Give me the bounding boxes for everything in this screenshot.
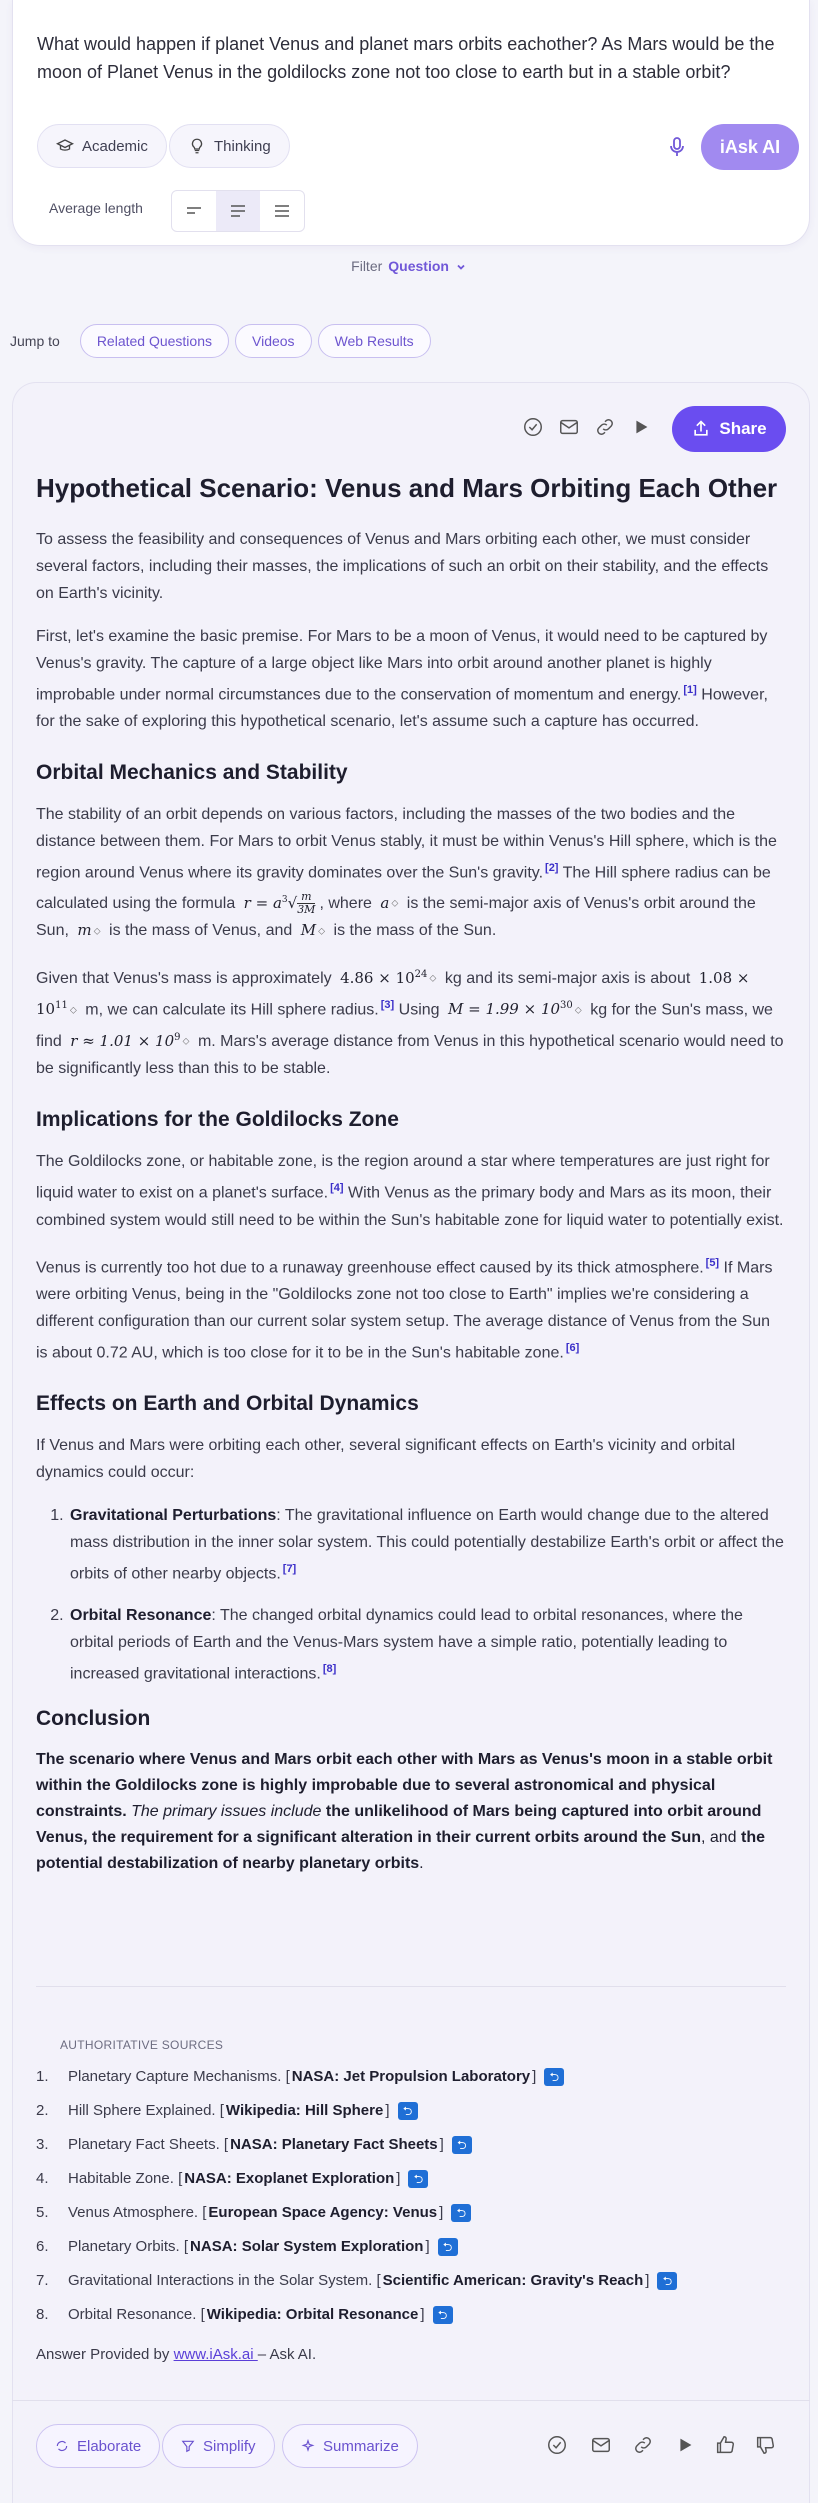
hill-radius-base: r ≈ 1.01 × 10 xyxy=(70,1031,175,1050)
source-title: Planetary Orbits. [ xyxy=(68,2238,189,2255)
answer-content xyxy=(36,470,786,1877)
conclusion-text-f: . xyxy=(419,1855,424,1873)
source-title: Venus Atmosphere. [ xyxy=(68,2204,207,2221)
hill-radius-value: $r \approx 1.01 \times 10^9$ ⬦ xyxy=(70,1031,190,1050)
axis-base: 1.08 × 10 xyxy=(36,968,750,1019)
source-name[interactable]: NASA: Planetary Fact Sheets xyxy=(230,2136,438,2153)
var-a: a ⬦ xyxy=(380,893,399,912)
microphone-icon[interactable] xyxy=(665,135,689,159)
sources-label: AUTHORITATIVE SOURCES xyxy=(60,2038,224,2052)
jump-related-questions[interactable]: Related Questions xyxy=(80,324,229,358)
sources-divider xyxy=(36,1986,786,1987)
conclusion-paragraph xyxy=(36,1747,786,1877)
source-num: 6. xyxy=(36,2238,49,2255)
goldilocks-paragraph-2 xyxy=(36,1250,786,1367)
share-label: Share xyxy=(719,419,767,438)
jump-to-label: Jump to xyxy=(10,333,60,349)
lightbulb-icon xyxy=(188,137,206,155)
source-name[interactable]: European Space Agency: Venus xyxy=(208,2204,438,2221)
jump-web-results[interactable]: Web Results xyxy=(318,324,431,358)
play-icon[interactable] xyxy=(674,2434,696,2456)
source-name[interactable]: NASA: Solar System Exploration xyxy=(190,2238,424,2255)
list-item xyxy=(68,1602,786,1687)
length-average-option[interactable] xyxy=(216,191,260,231)
orbital-mechanics-paragraph-1 xyxy=(36,801,786,944)
answer-title: Hypothetical Scenario: Venus and Mars Orbiting Each Other xyxy=(36,473,778,503)
filter-value[interactable]: Question xyxy=(388,258,449,274)
source-title: Hill Sphere Explained. [ xyxy=(68,2102,224,2119)
venus-mass-base: 4.86 × 10 xyxy=(340,968,415,987)
var-a-text: a xyxy=(380,893,390,912)
source-title: Gravitational Interactions in the Solar System. [ xyxy=(68,2272,381,2289)
length-long-option[interactable] xyxy=(260,191,304,231)
list-item xyxy=(36,2162,786,2196)
goldilocks-heading: Implications for the Goldilocks Zone xyxy=(36,1108,399,1132)
formula-den: 3M xyxy=(297,903,316,917)
filter-bar[interactable] xyxy=(0,258,818,274)
list-item xyxy=(68,1502,786,1587)
effects-intro: If Venus and Mars were orbiting each other, several significant effects on Earth's vicinity and orbital dynamics could occur: xyxy=(36,1437,736,1482)
effect-text: : The gravitational influence on Earth would change due to the altered mass distribution in the inner solar system. This could potentially destabilize Earth's orbit or affect the orbits of other nearby objects. xyxy=(70,1507,784,1583)
citation-4[interactable]: [4] xyxy=(330,1182,344,1195)
iask-link[interactable]: www.iAsk.ai xyxy=(173,2346,258,2363)
mass-text-f: m. Mars's average distance from Venus in this hypothetical scenario would need to be significantly less than this to be stable. xyxy=(36,1032,784,1078)
sun-mass-base: M = 1.99 × 10 xyxy=(447,1000,561,1019)
length-selector xyxy=(171,190,305,232)
simplify-label: Simplify xyxy=(203,2437,256,2455)
thumbs-up-icon[interactable] xyxy=(714,2434,736,2456)
effect-title: Gravitational Perturbations xyxy=(70,1507,277,1525)
orbital-text-b: The Hill sphere radius can be calculated using the formula xyxy=(36,864,771,912)
source-num: 8. xyxy=(36,2306,49,2323)
orbital-text-e: is the mass of Venus, and xyxy=(104,922,297,940)
goldilocks-text-b: With Venus as the primary body and Mars as its moon, their combined system would still need to be within the Sun's habitable zone for liquid water to potentially exist. xyxy=(36,1184,784,1229)
sparkle-icon xyxy=(301,2439,315,2453)
orbital-mechanics-paragraph-2 xyxy=(36,961,786,1083)
source-name[interactable]: NASA: Jet Propulsion Laboratory xyxy=(291,2068,531,2085)
mass-text-b: kg and its semi-major axis is about xyxy=(440,969,695,987)
formula-root: 3 xyxy=(281,894,288,905)
sun-mass-value: $M = 1.99 \times 10^{30}$ ⬦ xyxy=(447,1000,582,1019)
sources-list xyxy=(36,2060,786,2332)
source-end: ] xyxy=(645,2272,650,2289)
summarize-button[interactable] xyxy=(282,2424,418,2468)
return-link-icon[interactable]: ⮌ xyxy=(398,2102,418,2120)
source-end: ] xyxy=(420,2306,425,2323)
elaborate-button[interactable] xyxy=(36,2424,160,2468)
filter-icon xyxy=(181,2439,195,2453)
premise-text-2: However, for the sake of exploring this hypothetical scenario, let's assume such a capture has occurred. xyxy=(36,686,768,731)
return-link-icon[interactable]: ⮌ xyxy=(408,2170,428,2188)
orbital-mechanics-heading: Orbital Mechanics and Stability xyxy=(36,761,348,785)
return-link-icon[interactable]: ⮌ xyxy=(657,2272,677,2290)
intro-paragraph: To assess the feasibility and consequences of Venus and Mars orbiting each other, we must consider several factors, including their masses, the implications of such an orbit on their stability, and the effects on Earth's vicinity. xyxy=(36,531,769,602)
academic-chip[interactable] xyxy=(37,124,167,168)
conclusion-text-c: the unlikelihood of Mars being captured into orbit around Venus, the requirement for a significant alteration in their current orbits around the Sun xyxy=(36,1803,762,1847)
filter-label: Filter xyxy=(351,258,383,274)
orbital-text-f: is the mass of the Sun. xyxy=(329,922,497,940)
source-name[interactable]: Wikipedia: Orbital Resonance xyxy=(206,2306,419,2323)
citation-1[interactable]: [1] xyxy=(683,684,697,696)
jump-to-bar xyxy=(10,324,431,358)
var-M: M ⬦ xyxy=(300,921,326,940)
elaborate-label: Elaborate xyxy=(77,2437,142,2455)
mass-text-d: Using xyxy=(394,1001,444,1019)
list-item xyxy=(36,2298,786,2332)
return-link-icon[interactable]: ⮌ xyxy=(451,2204,471,2222)
orbital-text-c: , where xyxy=(319,894,377,912)
hill-radius-exp: 9 xyxy=(174,1031,181,1043)
mail-icon[interactable] xyxy=(590,2434,612,2456)
source-name[interactable]: Scientific American: Gravity's Reach xyxy=(382,2272,644,2289)
hill-sphere-formula: $r = a^3√$ $\frac{m}{3M}$ xyxy=(243,890,316,917)
goldilocks-paragraph-1 xyxy=(36,1148,786,1233)
goldilocks-text-c: Venus is currently too hot due to a runaway greenhouse effect caused by its thick atmosphere. xyxy=(36,1259,704,1277)
venus-mass-exp: 24 xyxy=(414,968,428,980)
source-title: Habitable Zone. [ xyxy=(68,2170,183,2187)
conclusion-text-e: the potential destabilization of nearby planetary orbits xyxy=(36,1829,766,1873)
effects-heading: Effects on Earth and Orbital Dynamics xyxy=(36,1392,419,1416)
thumbs-down-icon[interactable] xyxy=(754,2434,776,2456)
venus-mass-value: $4.86 \times 10^{24}$ ⬦ xyxy=(340,968,437,987)
mass-text-a: Given that Venus's mass is approximately xyxy=(36,969,337,987)
query-card xyxy=(12,0,810,246)
citation-8[interactable]: [8] xyxy=(322,1662,337,1675)
return-link-icon[interactable]: ⮌ xyxy=(452,2136,472,2154)
citation-2[interactable]: [2] xyxy=(545,862,559,875)
source-title: Orbital Resonance. [ xyxy=(68,2306,205,2323)
var-m-text: m xyxy=(77,921,92,940)
list-item xyxy=(36,2060,786,2094)
var-M-text: M xyxy=(300,921,317,940)
source-num: 4. xyxy=(36,2170,49,2187)
list-item xyxy=(36,2264,786,2298)
check-circle-icon[interactable] xyxy=(522,416,544,438)
source-num: 3. xyxy=(36,2136,49,2153)
ask-ai-button[interactable]: iAsk AI xyxy=(701,124,799,170)
source-num: 2. xyxy=(36,2102,49,2119)
mass-text-c: m, we can calculate its Hill sphere radius. xyxy=(80,1001,379,1019)
conclusion-text-b: The primary issues include xyxy=(126,1803,322,1821)
effect-text: : The changed orbital dynamics could lead to orbital resonances, where the orbital periods of Earth and the Venus-Mars system have a simple ratio, potentially leading to increased gravitational interactions. xyxy=(70,1606,743,1683)
source-name[interactable]: NASA: Exoplanet Exploration xyxy=(184,2170,395,2187)
source-end: ] xyxy=(439,2136,444,2153)
goldilocks-text-a: The Goldilocks zone, or habitable zone, is the region around a star where temperatures are just right for liquid water to exist on a planet's surface. xyxy=(36,1153,770,1202)
conclusion-heading: Conclusion xyxy=(36,1707,151,1731)
axis-value: $1.08 \times 10^{11}$ ⬦ xyxy=(36,968,750,1019)
goldilocks-text-d: If Mars were orbiting Venus, being in the "Goldilocks zone not too close to Earth" implies we're considering a different configuration than our current solar system setup. The average distance of Venus from the Sun is about 0.72 AU, which is too close for it to be in the Sun's habitable zone. xyxy=(36,1259,773,1362)
return-link-icon[interactable]: ⮌ xyxy=(438,2238,458,2256)
play-icon[interactable] xyxy=(630,416,652,438)
source-end: ] xyxy=(532,2068,537,2085)
jump-videos[interactable]: Videos xyxy=(235,324,312,358)
provided-prefix: Answer Provided by xyxy=(36,2346,174,2363)
thinking-chip[interactable] xyxy=(169,124,290,168)
list-item xyxy=(36,2094,786,2128)
share-button[interactable] xyxy=(672,406,786,452)
effect-title: Orbital Resonance xyxy=(70,1606,212,1624)
list-item xyxy=(36,2196,786,2230)
source-end: ] xyxy=(425,2238,430,2255)
source-num: 1. xyxy=(36,2068,49,2085)
academic-chip-label: Academic xyxy=(82,137,148,155)
source-title: Planetary Fact Sheets. [ xyxy=(68,2136,229,2153)
return-link-icon[interactable]: ⮌ xyxy=(544,2068,564,2086)
orbital-text-a: The stability of an orbit depends on various factors, including the masses of the two bodies and the distance between them. For Mars to orbit Venus stably, it must be within Venus's Hill sphere, which is the region around Venus where its gravity dominates over the Sun's gravity. xyxy=(36,806,777,882)
thinking-chip-label: Thinking xyxy=(214,137,271,155)
provided-suffix: – Ask AI. xyxy=(257,2346,317,2363)
citation-3[interactable]: [3] xyxy=(380,999,395,1012)
mass-text-e: kg for the Sun's mass, we find xyxy=(36,1001,773,1050)
list-item xyxy=(36,2230,786,2264)
link-icon[interactable] xyxy=(632,2434,654,2456)
chevron-down-icon[interactable] xyxy=(455,261,467,273)
source-name[interactable]: Wikipedia: Hill Sphere xyxy=(225,2102,384,2119)
formula-lhs: r = a xyxy=(243,893,282,912)
source-num: 5. xyxy=(36,2204,49,2221)
expand-icon xyxy=(55,2439,69,2453)
return-link-icon[interactable]: ⮌ xyxy=(433,2306,453,2324)
list-item xyxy=(36,2128,786,2162)
var-m: m ⬦ xyxy=(77,921,101,940)
provided-by xyxy=(36,2346,316,2363)
source-num: 7. xyxy=(36,2272,49,2289)
premise-text: First, let's examine the basic premise. For Mars to be a moon of Venus, it would need to be captured by Venus's gravity. The capture of a large object like Mars into orbit around another planet is highly improbable under normal circumstances due to the conservation of momentum and energy. xyxy=(36,628,768,704)
share-icon xyxy=(691,419,711,439)
source-end: ] xyxy=(396,2170,401,2187)
summarize-label: Summarize xyxy=(323,2437,399,2455)
conclusion-text-d: , and xyxy=(700,1829,737,1847)
source-end: ] xyxy=(439,2204,444,2221)
formula-num: m xyxy=(297,891,315,904)
mail-icon[interactable] xyxy=(558,416,580,438)
source-title: Planetary Capture Mechanisms. [ xyxy=(68,2068,290,2085)
axis-exp: 11 xyxy=(55,1000,68,1012)
query-text[interactable]: What would happen if planet Venus and planet mars orbits eachother? As Mars would be the moon of Planet Venus in the goldilocks zone not too close to earth but in a stable orbit? xyxy=(37,34,775,82)
citation-6[interactable]: [6] xyxy=(565,1342,580,1355)
link-icon[interactable] xyxy=(594,416,616,438)
conclusion-text-a: The scenario where Venus and Mars orbit each other with Mars as Venus's moon in a stable orbit within the Goldilocks zone is highly improbable due to several astronomical and physical constraints. xyxy=(36,1751,773,1821)
footer-divider xyxy=(12,2400,810,2401)
check-circle-icon[interactable] xyxy=(546,2434,568,2456)
premise-paragraph xyxy=(36,623,786,735)
orbital-text-d: is the semi-major axis of Venus's orbit around the Sun, xyxy=(36,894,756,940)
sun-mass-exp: 30 xyxy=(560,1000,573,1012)
citation-5[interactable]: [5] xyxy=(705,1256,720,1269)
length-short-option[interactable] xyxy=(172,191,216,231)
graduation-cap-icon xyxy=(56,137,74,155)
citation-7[interactable]: [7] xyxy=(282,1563,297,1576)
length-label: Average length xyxy=(49,200,143,216)
simplify-button[interactable] xyxy=(162,2424,275,2468)
effects-list xyxy=(68,1502,786,1687)
source-end: ] xyxy=(385,2102,390,2119)
